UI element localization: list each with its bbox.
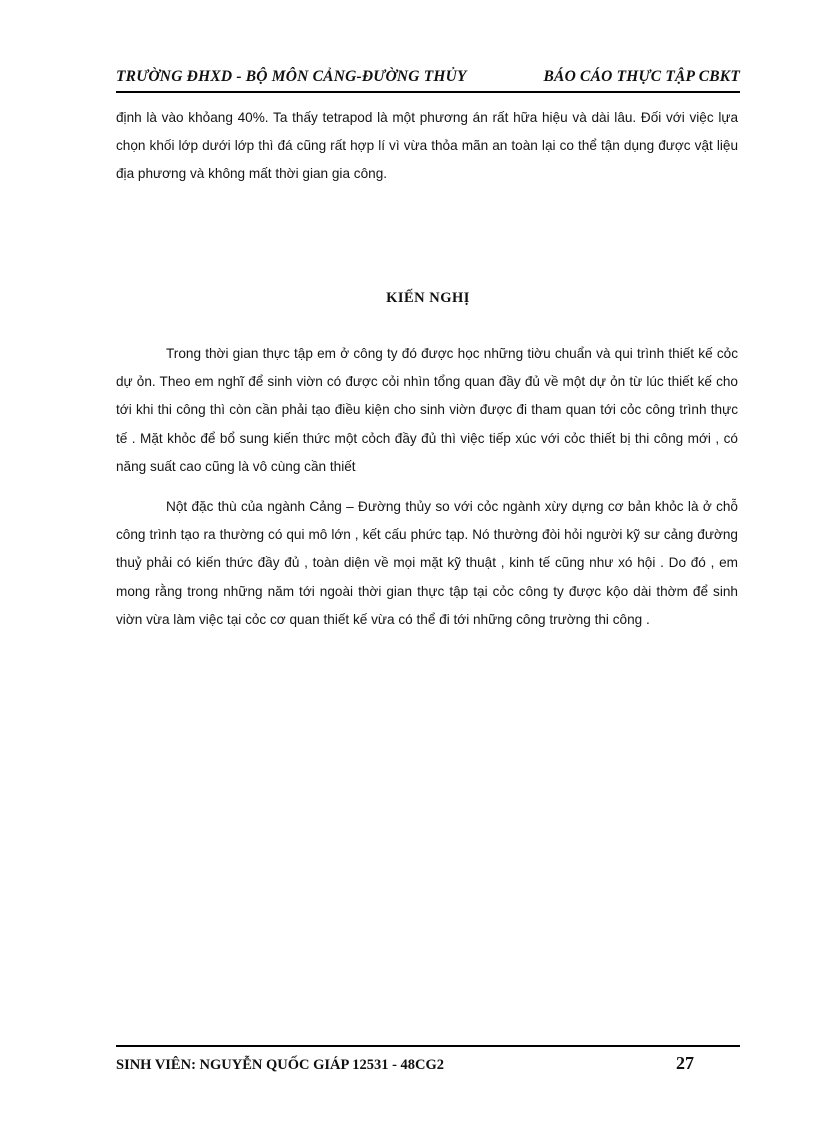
header-report-title: BÁO CÁO THỰC TẬP CBKT <box>543 68 740 85</box>
header-divider <box>116 91 740 93</box>
page-header <box>116 68 740 90</box>
header-school: TRƯỜNG ĐHXD - BỘ MÔN CẢNG-ĐƯỜNG THỦY <box>116 68 467 85</box>
page-number: 27 <box>676 1053 694 1073</box>
footer-author: SINH VIÊN: NGUYỄN QUỐC GIÁP 12531 - 48CG2 <box>116 1057 445 1073</box>
paragraph-intro: định là vào khỏang 40%. Ta thấy tetrapod là một phương án rất hữa hiệu và dài lâu. Đối với việc lựa chọn khối lớp dưới lớp thì đá cũng rất hợp lí vì vừa thỏa mãn an toàn lại co thể tận dụng được vật liệu địa phương và không mất thời gian gia công. <box>116 110 738 182</box>
footer-divider <box>116 1045 740 1047</box>
page-footer <box>116 1053 740 1079</box>
paragraph-recommendation-2: Nột đặc thù của ngành Cảng – Đường thủy so với cỏc ngành xừy dựng cơ bản khỏc là ở chỗ công trình tạo ra thường có qui mô lớn , kết cấu phức tạp. Nó thường đòi hỏi người kỹ sư cảng đường thuỷ phải có kiến thức đầy đủ , toàn diện về mọi mặt kỹ thuật , kinh tế cũng như xó hội . Do đó , em mong rằng trong những năm tới ngoài thời gian thực tập tại cỏc công ty được kộo dài thờm để sinh viờn vừa làm việc tại cỏc cơ quan thiết kế vừa có thể đi tới những công trường thi công . <box>116 499 738 627</box>
section-title: KIẾN NGHỊ <box>386 290 470 306</box>
paragraph-recommendation-1: Trong thời gian thực tập em ở công ty đó được học những tiờu chuẩn và qui trình thiết kế cỏc dự ỏn. Theo em nghĩ để sinh viờn có được cỏi nhìn tổng quan đầy đủ về một dự ỏn từ lúc thiết kế cho tới khi thi công thì còn cần phải tạo điều kiện cho sinh viờn được đi tham quan tới cỏc công trình thực tế . Mặt khỏc để bổ sung kiến thức một cỏch đầy đủ thì việc tiếp xúc với cỏc thiết bị thi công mới , có năng suất cao cũng là vô cùng cần thiết <box>116 346 738 474</box>
